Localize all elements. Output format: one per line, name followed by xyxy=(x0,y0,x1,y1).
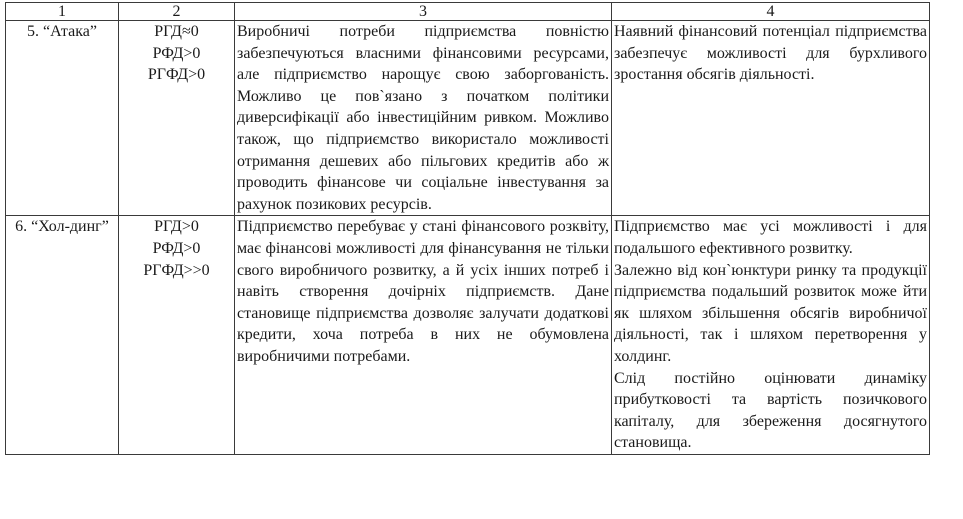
column-number-row xyxy=(6,3,930,21)
indicators-cell xyxy=(119,21,235,216)
description-text: Виробничі потреби підприємства повністю забезпечуються власними фінансовими ресурсами, але підприємство нарощує свою заборгованість. Можливо це пов`язано з початком політики диверсифікації або інвестиційним ривком. Можливо також, що підприємство використало можливості отримання дешевих або пільгових кредитів або ж проводить фінансове чи соціальне інвестування за рахунок позикових ресурсів. xyxy=(237,23,609,213)
recommendation-text: Наявний фінансовий потенціал підприємства забезпечує можливості для бурхливого зростання обсягів діяльності. xyxy=(614,23,927,84)
recommendation-cell xyxy=(612,216,930,455)
strategy-table xyxy=(5,2,930,455)
column-number-2: 2 xyxy=(119,3,235,21)
indicator-value: РГД>0 xyxy=(154,218,199,236)
indicator-value: РГД≈0 xyxy=(154,23,199,40)
indicator-value: РФД>0 xyxy=(152,239,201,257)
column-number-3: 3 xyxy=(235,3,612,21)
type-name: 6. “Хол-динг” xyxy=(15,218,109,236)
recommendation-cell xyxy=(612,21,930,216)
type-name: 5. “Атака” xyxy=(27,23,97,40)
recommendation-text: Залежно від кон`юнктури ринку та продукції підприємства подальший розвиток може йти як шляхом збільшення обсягів виробничої діяльності, так і шляхом перетворення у холдинг. xyxy=(614,261,927,365)
type-name-cell xyxy=(6,216,119,455)
column-number-1: 1 xyxy=(6,3,119,21)
indicator-value: РГФД>>0 xyxy=(143,261,210,279)
indicators-cell xyxy=(119,216,235,455)
column-number-4: 4 xyxy=(612,3,930,21)
table-row xyxy=(6,216,930,455)
table-row xyxy=(6,21,930,216)
recommendation-text: Підприємство має усі можливості і для подальшого ефективного розвитку. xyxy=(614,218,927,257)
indicator-value: РФД>0 xyxy=(152,44,201,62)
indicator-value: РГФД>0 xyxy=(147,66,206,84)
description-cell xyxy=(235,21,612,216)
description-text: Підприємство перебуває у стані фінансового розквіту, має фінансові можливості для фінансування не тільки свого виробничого розвитку, а й усіх інших потреб і навіть створення дочірніх підприємств. Дане становище підприємства дозволяє залучати додаткові кредити, хоча потреба в них не обумовлена виробничими потребами. xyxy=(237,218,609,365)
type-name-cell xyxy=(6,21,119,216)
description-cell xyxy=(235,216,612,455)
recommendation-text: Слід постійно оцінювати динаміку прибутковості та вартість позичкового капіталу, для збереження досягнутого становища. xyxy=(614,369,927,452)
